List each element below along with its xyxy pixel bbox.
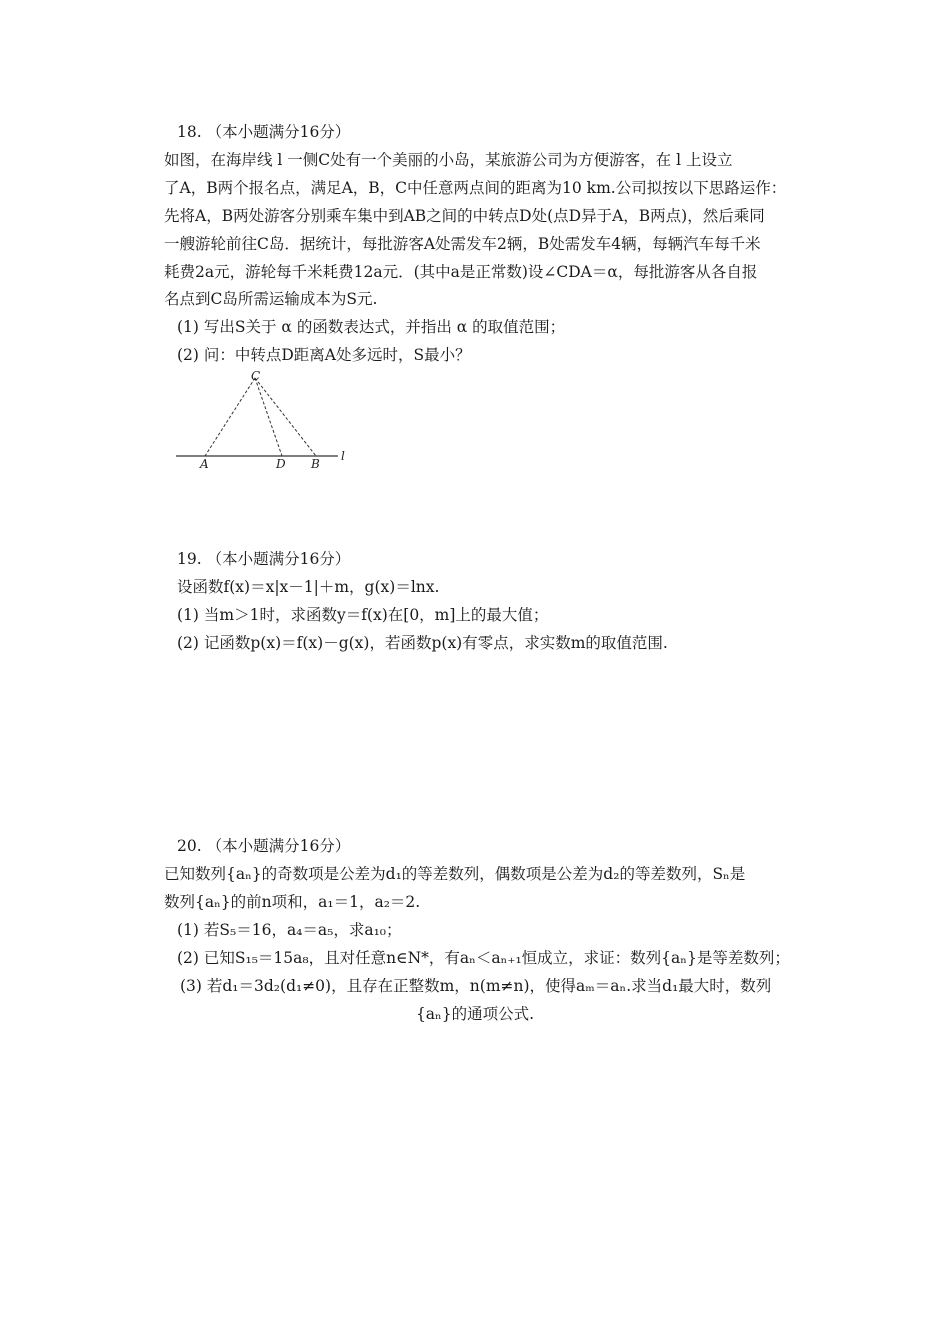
q20-header: 20. （本小题满分16分）: [177, 837, 351, 855]
q18-text-line: 如图，在海岸线 l 一侧C处有一个美丽的小岛，某旅游公司为方便游客，在 l 上设立: [164, 151, 733, 169]
q20-subquestion-2: (2) 已知S₁₅＝15a₈，且对任意n∈N*，有aₙ＜aₙ₊₁恒成立，求证：数列{aₙ}是等差数列；: [177, 949, 790, 967]
label-l: l: [341, 449, 345, 463]
q18-header: 18. （本小题满分16分）: [177, 123, 351, 141]
q19-text-line: 设函数f(x)＝x|x－1|＋m，g(x)＝lnx.: [177, 578, 440, 596]
q20-text-line: 已知数列{aₙ}的奇数项是公差为d₁的等差数列，偶数项是公差为d₂的等差数列，Sₙ是: [164, 865, 746, 883]
q20-subquestion-3: (3) 若d₁＝3d₂(d₁≠0)，且存在正整数m，n(m≠n)，使得aₘ＝aₙ.求当d₁最大时，数列: [180, 977, 772, 995]
segment-cb: [255, 378, 316, 456]
q18-text-line: 一艘游轮前往C岛．据统计，每批游客A处需发车2辆，B处需发车4辆，每辆汽车每千米: [164, 235, 761, 253]
label-c: C: [251, 369, 261, 383]
segment-ca: [205, 378, 255, 456]
q18-geometry-figure: [170, 368, 360, 474]
q18-subquestion-2: (2) 问：中转点D距离A处多远时，S最小？: [177, 346, 471, 364]
q20-text-line: 数列{aₙ}的前n项和，a₁＝1，a₂＝2.: [164, 893, 421, 911]
q19-subquestion-1: (1) 当m＞1时，求函数y＝f(x)在[0，m]上的最大值；: [177, 606, 549, 624]
label-b: B: [311, 457, 320, 471]
q18-text-line: 耗费2a元，游轮每千米耗费12a元．(其中a是正常数)设∠CDA＝α，每批游客从各自报: [164, 263, 758, 281]
q19-subquestion-2: (2) 记函数p(x)＝f(x)－g(x)，若函数p(x)有零点，求实数m的取值范围.: [177, 634, 668, 652]
q18-text-line: 了A，B两个报名点，满足A，B，C中任意两点间的距离为10 km.公司拟按以下思路运作：: [164, 179, 787, 197]
q20-subquestion-3-cont: {aₙ}的通项公式.: [415, 1005, 535, 1023]
segment-cd: [255, 378, 282, 456]
q18-text-line: 先将A，B两处游客分别乘车集中到AB之间的中转点D处(点D异于A，B两点)，然后乘同: [164, 207, 765, 225]
label-a: A: [200, 457, 209, 471]
q18-subquestion-1: (1) 写出S关于 α 的函数表达式，并指出 α 的取值范围；: [177, 318, 566, 336]
label-d: D: [276, 457, 286, 471]
q19-header: 19. （本小题满分16分）: [177, 550, 351, 568]
q20-subquestion-1: (1) 若S₅＝16，a₄＝a₅，求a₁₀；: [177, 921, 402, 939]
q18-text-line: 名点到C岛所需运输成本为S元.: [164, 290, 378, 308]
